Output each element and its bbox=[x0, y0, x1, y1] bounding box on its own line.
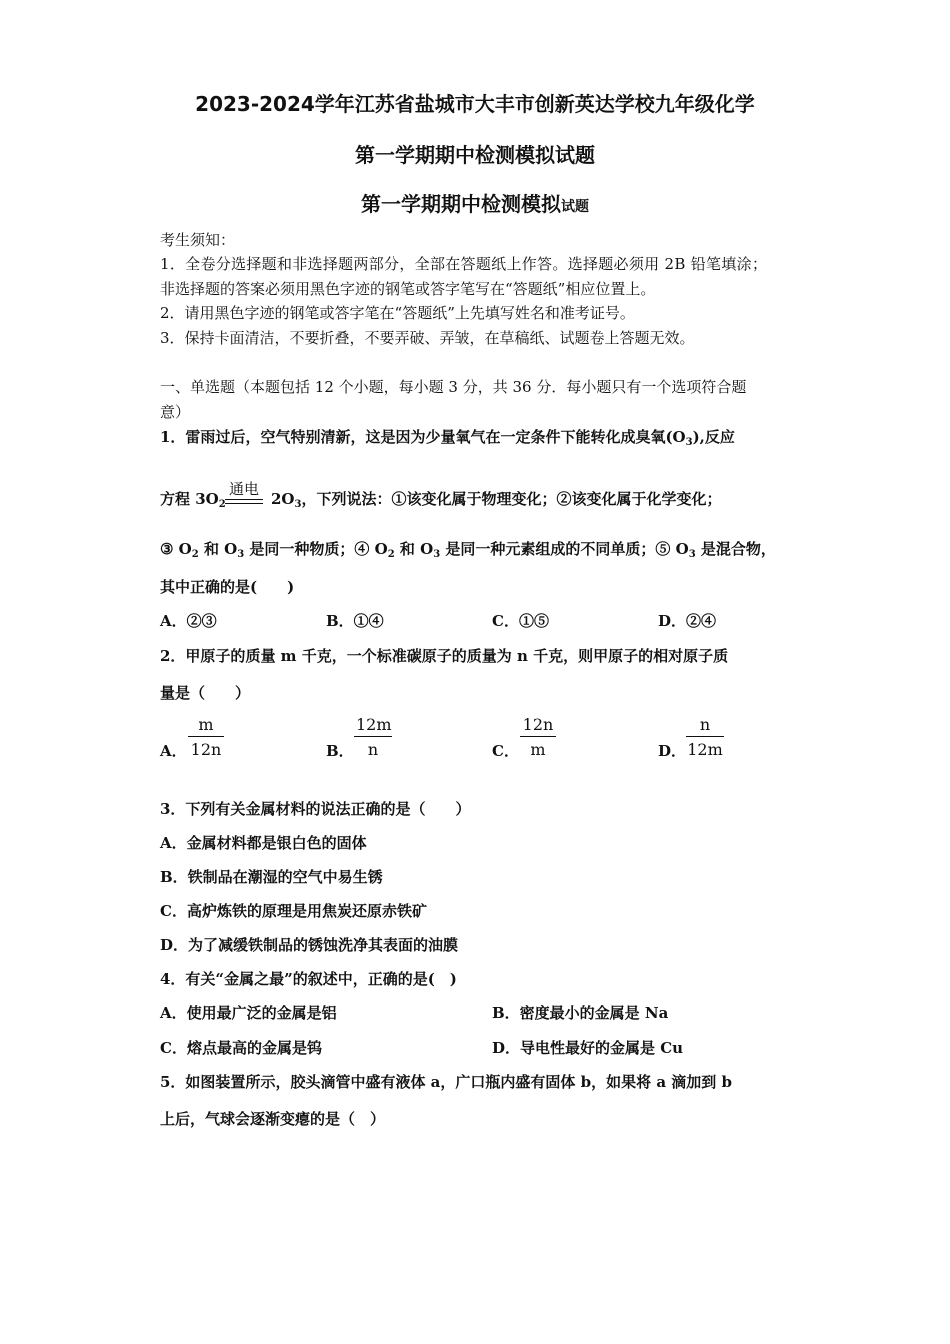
q2-option-c-label: C． bbox=[492, 742, 519, 760]
q5-line-1: 5．如图装置所示，胶头滴管中盛有液体 a，广口瓶内盛有固体 b，如果将 a 滴加到 b bbox=[160, 1073, 732, 1091]
q1-line-3: ③ $O_2$ 和 $O_3$ 是同一种物质；④ $O_2$ 和 $O_3$ 是同一种元素组成的不同单质；⑤ $O_3$ 是混合物， bbox=[160, 540, 776, 560]
q3-option-b: B．铁制品在潮湿的空气中易生锈 bbox=[160, 868, 383, 886]
q1-equation-reactant: 方程 $3O_2$ bbox=[160, 490, 226, 510]
q2-option-a-label: A． bbox=[160, 742, 187, 760]
section-1-line-2: 意） bbox=[160, 403, 191, 421]
q2-option-b-fraction: $\frac{12m}{n}$ bbox=[356, 715, 392, 759]
q1-option-b: B．①④ bbox=[326, 612, 384, 630]
q2-option-d-label: D． bbox=[658, 742, 687, 760]
q1-option-c: C．①⑤ bbox=[492, 612, 549, 630]
q4-stem: 4．有关“金属之最”的叙述中，正确的是( ) bbox=[160, 970, 457, 988]
q3-option-a: A．金属材料都是银白色的固体 bbox=[160, 834, 367, 852]
arrow-label: 通电 bbox=[228, 480, 259, 498]
q4-option-c: C．熔点最高的金属是钨 bbox=[160, 1039, 322, 1057]
title-line-3 bbox=[0, 188, 950, 217]
title-line-3-main: 第一学期期中检测模拟 bbox=[361, 192, 561, 216]
notice-item-1-line-1: 1．全卷分选择题和非选择题两部分，全部在答题纸上作答。选择题必须用 2B 铅笔填涂； bbox=[160, 255, 768, 273]
q2-option-a-fraction: $\frac{m}{12n}$ bbox=[188, 715, 224, 759]
notice-item-1-line-2: 非选择题的答案必须用黑色字迹的钢笔或答字笔写在“答题纸”相应位置上。 bbox=[160, 280, 656, 298]
q2-option-c-fraction: $\frac{12n}{m}$ bbox=[520, 715, 556, 759]
q3-option-d: D．为了减缓铁制品的锈蚀洗净其表面的油膜 bbox=[160, 936, 459, 954]
q5-line-2: 上后，气球会逐渐变瘪的是（ ） bbox=[160, 1110, 386, 1128]
title-line-1: 2023-2024学年江苏省盐城市大丰市创新英达学校九年级化学 bbox=[195, 92, 755, 116]
q1-line-4: 其中正确的是( ) bbox=[160, 578, 295, 596]
q3-stem: 3．下列有关金属材料的说法正确的是（ ） bbox=[160, 800, 471, 818]
notice-item-3: 3．保持卡面清洁，不要折叠，不要弄破、弄皱，在草稿纸、试题卷上答题无效。 bbox=[160, 329, 695, 347]
notice-item-2: 2．请用黑色字迹的钢笔或答字笔在“答题纸”上先填写姓名和准考证号。 bbox=[160, 304, 635, 322]
q2-line-1: 2．甲原子的质量 m 千克，一个标准碳原子的质量为 n 千克，则甲原子的相对原子质 bbox=[160, 647, 729, 665]
electrolysis-arrow bbox=[223, 478, 265, 508]
q1-equation-rest: $2O_3$，下列说法：①该变化属于物理变化；②该变化属于化学变化； bbox=[271, 490, 722, 510]
q4-option-b: B．密度最小的金属是 Na bbox=[492, 1004, 669, 1022]
notice-heading: 考生须知： bbox=[160, 231, 236, 249]
title-line-2: 第一学期期中检测模拟试题 bbox=[355, 143, 595, 167]
q1-option-d: D．②④ bbox=[658, 612, 717, 630]
q1-option-a: A．②③ bbox=[160, 612, 217, 630]
q2-option-b-label: B． bbox=[326, 742, 354, 760]
q4-option-a: A．使用最广泛的金属是铝 bbox=[160, 1004, 337, 1022]
q2-option-d-fraction: $\frac{n}{12m}$ bbox=[687, 715, 723, 759]
q3-option-c: C．高炉炼铁的原理是用焦炭还原赤铁矿 bbox=[160, 902, 427, 920]
q2-line-2: 量是（ ） bbox=[160, 684, 251, 702]
title-line-3-small: 试题 bbox=[561, 199, 589, 215]
q1-line-1: 1．雷雨过后，空气特别清新，这是因为少量氧气在一定条件下能转化成臭氧$(O_3)$,反应 bbox=[160, 428, 735, 448]
section-1-line-1: 一、单选题（本题包括 12 个小题，每小题 3 分，共 36 分．每小题只有一个选项符合题 bbox=[160, 378, 747, 396]
q4-option-d: D．导电性最好的金属是 Cu bbox=[492, 1039, 684, 1057]
